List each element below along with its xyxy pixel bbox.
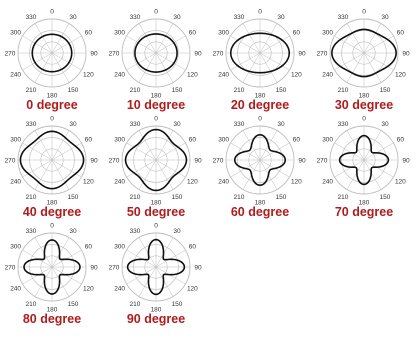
angular-tick-label: 300 <box>10 243 22 251</box>
angular-tick-label: 90 <box>90 157 98 165</box>
angular-tick-label: 0 <box>258 8 262 16</box>
angular-tick-label: 30 <box>381 14 389 22</box>
polar-spoke <box>335 160 364 177</box>
polar-spoke <box>52 238 69 267</box>
angular-tick-label: 0 <box>154 222 158 230</box>
angular-tick-label: 270 <box>108 264 120 272</box>
polar-spoke <box>35 267 52 296</box>
angular-tick-label: 330 <box>233 121 245 129</box>
polar-spoke <box>23 36 52 53</box>
angular-tick-label: 0 <box>154 8 158 16</box>
angular-tick-label: 240 <box>114 285 126 293</box>
panel-caption: 30 degree <box>334 98 394 112</box>
angular-tick-label: 270 <box>316 50 328 58</box>
angular-tick-label: 330 <box>337 14 349 22</box>
angular-tick-label: 60 <box>84 29 92 37</box>
polar-spoke <box>364 143 393 160</box>
polar-spoke <box>156 267 173 296</box>
polar-spoke <box>139 160 156 189</box>
polar-spoke <box>335 36 364 53</box>
angular-tick-label: 300 <box>218 136 230 144</box>
angular-tick-label: 120 <box>186 178 198 186</box>
polar-spoke <box>364 36 393 53</box>
polar-spoke <box>127 250 156 267</box>
polar-panel <box>109 8 202 99</box>
polar-spoke <box>231 36 260 53</box>
angular-tick-label: 330 <box>25 228 37 236</box>
angular-tick-label: 120 <box>186 285 198 293</box>
polar-spoke <box>35 24 52 53</box>
angular-tick-label: 330 <box>25 14 37 22</box>
polar-spoke <box>52 267 69 296</box>
polar-spoke <box>127 267 156 284</box>
panel-caption: 80 degree <box>22 312 82 326</box>
angular-tick-label: 30 <box>69 228 77 236</box>
polar-spoke <box>139 131 156 160</box>
angular-tick-label: 0 <box>50 115 54 123</box>
angular-tick-label: 330 <box>337 121 349 129</box>
panel-caption: 0 degree <box>26 98 78 112</box>
angular-tick-label: 210 <box>233 193 245 201</box>
angular-tick-label: 180 <box>150 199 162 207</box>
angular-tick-label: 270 <box>108 50 120 58</box>
angular-tick-label: 270 <box>4 157 16 165</box>
angular-tick-label: 180 <box>46 92 58 100</box>
angular-tick-label: 300 <box>10 29 22 37</box>
polar-spoke <box>347 160 364 189</box>
angular-tick-label: 150 <box>67 86 79 94</box>
polar-spoke <box>260 53 289 70</box>
angular-tick-label: 240 <box>10 285 22 293</box>
angular-tick-label: 330 <box>25 121 37 129</box>
angular-tick-label: 120 <box>82 71 94 79</box>
angular-tick-label: 300 <box>114 243 126 251</box>
panel-caption: 90 degree <box>126 312 186 326</box>
angular-tick-label: 210 <box>25 86 37 94</box>
angular-tick-label: 180 <box>46 306 58 314</box>
angular-tick-label: 330 <box>233 14 245 22</box>
panel-caption: 70 degree <box>334 205 394 219</box>
angular-tick-label: 150 <box>171 86 183 94</box>
polar-spoke <box>52 143 81 160</box>
polar-panel <box>109 222 202 313</box>
angular-tick-label: 0 <box>154 115 158 123</box>
angular-tick-label: 90 <box>298 50 306 58</box>
angular-tick-label: 180 <box>46 199 58 207</box>
polar-spoke <box>139 238 156 267</box>
angular-tick-label: 30 <box>69 121 77 129</box>
angular-tick-label: 300 <box>114 29 126 37</box>
angular-tick-label: 210 <box>129 300 141 308</box>
angular-tick-label: 270 <box>108 157 120 165</box>
angular-tick-label: 30 <box>277 121 285 129</box>
angular-tick-label: 180 <box>150 306 162 314</box>
angular-tick-label: 240 <box>114 71 126 79</box>
polar-spoke <box>347 131 364 160</box>
angular-tick-label: 330 <box>129 14 141 22</box>
angular-tick-label: 300 <box>218 29 230 37</box>
angular-tick-label: 210 <box>233 86 245 94</box>
angular-tick-label: 60 <box>188 136 196 144</box>
angular-tick-label: 210 <box>337 86 349 94</box>
angular-tick-label: 240 <box>322 71 334 79</box>
angular-tick-label: 180 <box>358 92 370 100</box>
polar-spoke <box>243 53 260 82</box>
polar-spoke <box>364 160 381 189</box>
angular-tick-label: 240 <box>322 178 334 186</box>
angular-tick-label: 180 <box>358 199 370 207</box>
angular-tick-label: 60 <box>292 29 300 37</box>
polar-spoke <box>335 53 364 70</box>
polar-spoke <box>260 36 289 53</box>
panel-caption: 50 degree <box>126 205 186 219</box>
angular-tick-label: 150 <box>171 193 183 201</box>
angular-tick-label: 120 <box>82 285 94 293</box>
polar-spoke <box>52 36 81 53</box>
angular-tick-label: 330 <box>129 121 141 129</box>
angular-tick-label: 120 <box>394 71 406 79</box>
polar-spoke <box>156 131 173 160</box>
polar-panel <box>5 8 98 99</box>
angular-tick-label: 30 <box>173 228 181 236</box>
angular-tick-label: 270 <box>212 157 224 165</box>
angular-tick-label: 90 <box>90 50 98 58</box>
angular-tick-label: 150 <box>379 86 391 94</box>
angular-tick-label: 120 <box>394 178 406 186</box>
angular-tick-label: 120 <box>290 178 302 186</box>
angular-tick-label: 30 <box>173 121 181 129</box>
polar-spoke <box>23 53 52 70</box>
angular-tick-label: 210 <box>337 193 349 201</box>
polar-spoke <box>52 53 81 70</box>
polar-spoke <box>52 160 69 189</box>
angular-tick-label: 240 <box>218 71 230 79</box>
angular-tick-label: 150 <box>275 86 287 94</box>
polar-spoke <box>243 24 260 53</box>
angular-tick-label: 0 <box>50 8 54 16</box>
angular-tick-label: 90 <box>194 50 202 58</box>
angular-tick-label: 60 <box>188 243 196 251</box>
angular-tick-label: 270 <box>4 264 16 272</box>
angular-tick-label: 300 <box>10 136 22 144</box>
polar-spoke <box>156 160 173 189</box>
angular-tick-label: 240 <box>218 178 230 186</box>
polar-spoke <box>156 267 185 284</box>
angular-tick-label: 300 <box>322 29 334 37</box>
angular-tick-label: 30 <box>173 14 181 22</box>
polar-spoke <box>364 131 381 160</box>
angular-tick-label: 210 <box>129 193 141 201</box>
polar-spoke <box>35 131 52 160</box>
polar-panel <box>213 115 306 206</box>
polar-spoke <box>364 53 381 82</box>
polar-panel <box>317 115 410 206</box>
angular-tick-label: 120 <box>186 71 198 79</box>
polar-panel <box>5 222 98 313</box>
angular-tick-label: 90 <box>90 264 98 272</box>
polar-panel <box>213 8 306 99</box>
angular-tick-label: 0 <box>258 115 262 123</box>
polar-spoke <box>260 24 277 53</box>
panel-caption: 40 degree <box>22 205 82 219</box>
panel-caption: 20 degree <box>230 98 290 112</box>
polar-spoke <box>23 143 52 160</box>
angular-tick-label: 120 <box>82 178 94 186</box>
polar-spoke <box>364 24 381 53</box>
polar-spoke <box>23 160 52 177</box>
angular-tick-label: 210 <box>25 193 37 201</box>
angular-tick-label: 270 <box>316 157 328 165</box>
angular-tick-label: 180 <box>254 199 266 207</box>
angular-tick-label: 0 <box>362 8 366 16</box>
polar-spoke <box>231 53 260 70</box>
angular-tick-label: 0 <box>50 222 54 230</box>
polar-spoke <box>335 143 364 160</box>
angular-tick-label: 90 <box>194 264 202 272</box>
angular-tick-label: 210 <box>129 86 141 94</box>
angular-tick-label: 90 <box>298 157 306 165</box>
polar-spoke <box>139 267 156 296</box>
angular-tick-label: 60 <box>84 243 92 251</box>
polar-panel <box>317 8 410 99</box>
angular-tick-label: 300 <box>322 136 334 144</box>
polar-panel <box>109 115 202 206</box>
angular-tick-label: 150 <box>67 193 79 201</box>
angular-tick-label: 240 <box>10 178 22 186</box>
angular-tick-label: 150 <box>67 300 79 308</box>
polar-panel <box>5 115 98 206</box>
polar-spoke <box>35 160 52 189</box>
angular-tick-label: 240 <box>114 178 126 186</box>
angular-tick-label: 150 <box>379 193 391 201</box>
angular-tick-label: 30 <box>381 121 389 129</box>
angular-tick-label: 30 <box>277 14 285 22</box>
polar-spoke <box>35 238 52 267</box>
angular-tick-label: 180 <box>150 92 162 100</box>
polar-spoke <box>347 53 364 82</box>
angular-tick-label: 210 <box>25 300 37 308</box>
angular-tick-label: 90 <box>402 157 410 165</box>
angular-tick-label: 60 <box>292 136 300 144</box>
angular-tick-label: 90 <box>402 50 410 58</box>
polar-spoke <box>156 160 185 177</box>
angular-tick-label: 120 <box>290 71 302 79</box>
angular-tick-label: 150 <box>171 300 183 308</box>
angular-tick-label: 60 <box>84 136 92 144</box>
angular-tick-label: 300 <box>114 136 126 144</box>
polar-spoke <box>127 143 156 160</box>
polar-spoke <box>52 160 81 177</box>
panel-caption: 60 degree <box>230 205 290 219</box>
angular-tick-label: 0 <box>362 115 366 123</box>
polar-spoke <box>52 53 69 82</box>
polar-spoke <box>156 143 185 160</box>
angular-tick-label: 60 <box>188 29 196 37</box>
polar-spoke <box>127 160 156 177</box>
polar-spoke <box>35 53 52 82</box>
angular-tick-label: 270 <box>212 50 224 58</box>
polar-spoke <box>156 250 185 267</box>
polar-spoke <box>347 24 364 53</box>
angular-tick-label: 270 <box>4 50 16 58</box>
angular-tick-label: 180 <box>254 92 266 100</box>
angular-tick-label: 150 <box>275 193 287 201</box>
angular-tick-label: 240 <box>10 71 22 79</box>
polar-spoke <box>260 53 277 82</box>
polar-spoke <box>52 24 69 53</box>
polar-spoke <box>364 160 393 177</box>
angular-tick-label: 90 <box>194 157 202 165</box>
polar-spoke <box>156 238 173 267</box>
polar-spoke <box>364 53 393 70</box>
angular-tick-label: 330 <box>129 228 141 236</box>
angular-tick-label: 60 <box>396 29 404 37</box>
angular-tick-label: 30 <box>69 14 77 22</box>
angular-tick-label: 60 <box>396 136 404 144</box>
panel-caption: 10 degree <box>126 98 186 112</box>
polar-spoke <box>52 131 69 160</box>
